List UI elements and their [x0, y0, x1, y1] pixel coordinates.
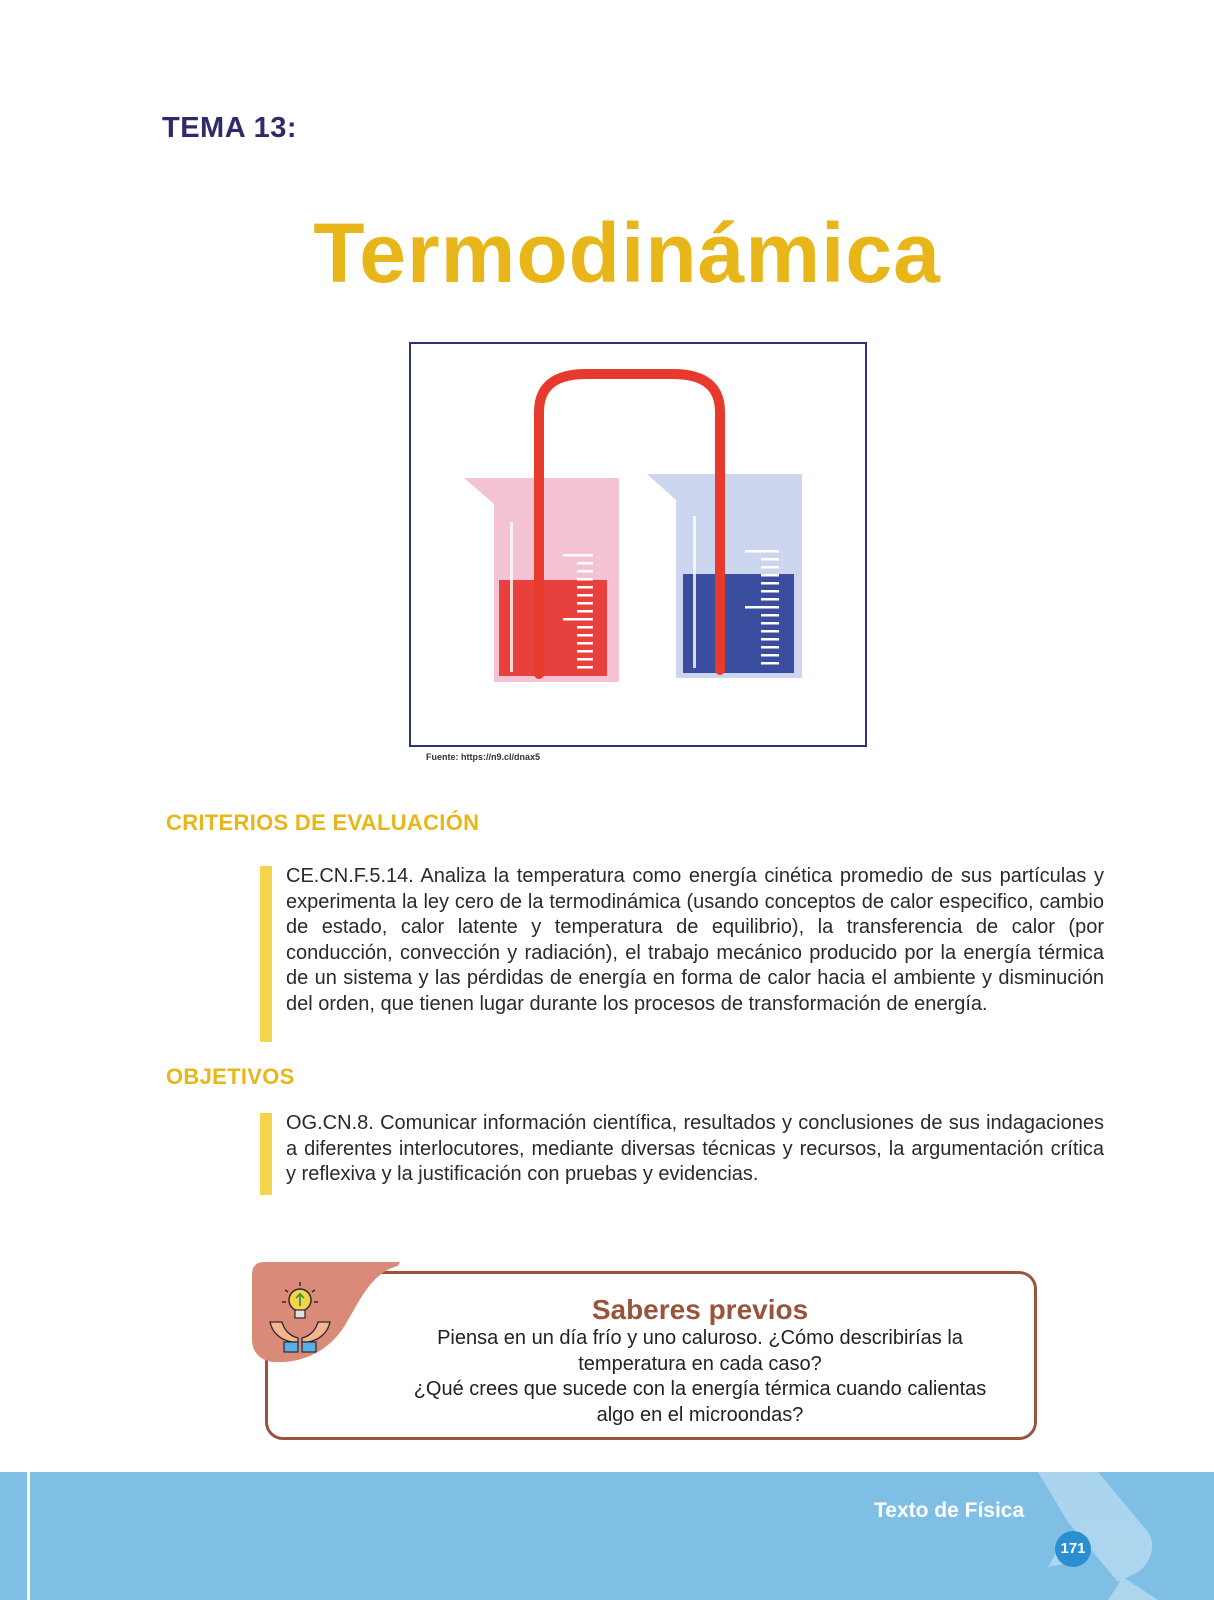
rocket-icon — [1028, 1472, 1178, 1600]
figure-source: Fuente: https://n9.cl/dnax5 — [426, 752, 541, 762]
saberes-title: Saberes previos — [591, 1294, 809, 1325]
saberes-text — [400, 1326, 1000, 1428]
criterios-heading: CRITERIOS DE EVALUACIÓN — [166, 810, 480, 835]
objetivos-heading: OBJETIVOS — [166, 1064, 295, 1089]
objetivos-accent-bar — [260, 1113, 272, 1195]
criterios-accent-bar — [260, 866, 272, 1042]
tema-label: TEMA 13: — [162, 112, 298, 144]
page-title: Termodinámica — [313, 206, 941, 300]
saberes-question-2: ¿Qué crees que sucede con la energía térmica cuando calientas algo en el microondas? — [413, 1378, 987, 1426]
page-number: 171 — [1055, 1531, 1091, 1567]
saberes-question-1: Piensa en un día frío y uno caluroso. ¿Cómo describirías la temperatura en cada caso? — [437, 1327, 963, 1375]
beakers-illustration — [409, 342, 867, 747]
lightbulb-hands-icon — [252, 1260, 412, 1370]
objetivos-text: OG.CN.8. Comunicar información científica, resultados y conclusiones de sus indagaciones a diferentes interlocutores, mediante diversas técnicas y recursos, la argumentación crítica y reflexiva y la justificación con pruebas y evidencias. — [286, 1112, 1104, 1185]
footer-divider — [27, 1472, 30, 1600]
criterios-text: CE.CN.F.5.14. Analiza la temperatura como energía cinética promedio de sus partículas y experimenta la ley cero de la termodinámica (usando conceptos de calor especifico, cambio de estado, calor latente y temperatura de equilibrio), la transferencia de calor (por conducción, convección y radiación), el trabajo mecánico producido por la energía térmica de un sistema y las pérdidas de energía en forma de calor hacia el ambiente y disminución del orden, que tienen lugar durante los procesos de transformación de energía. — [286, 865, 1104, 1015]
footer-label: Texto de Física — [874, 1499, 1025, 1522]
